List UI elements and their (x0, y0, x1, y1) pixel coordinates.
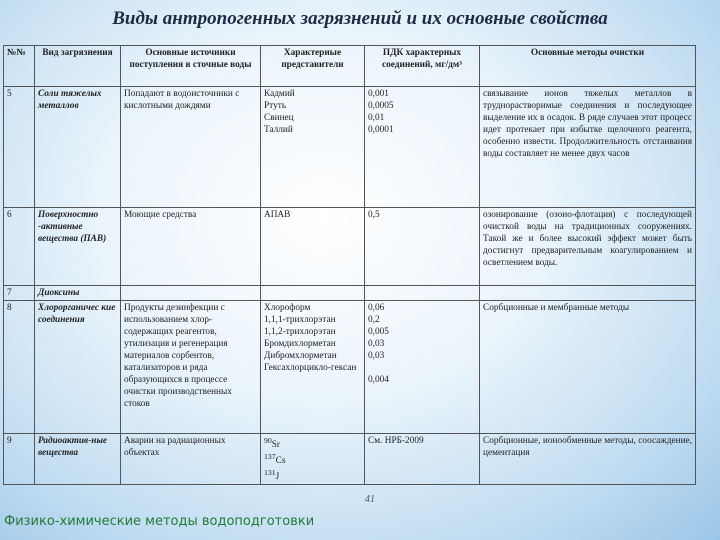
header-representatives: Характерные представители (261, 46, 365, 87)
header-num: №№ (4, 46, 35, 87)
cell-num: 9 (4, 434, 35, 485)
page-title: Виды антропогенных загрязнений и их основные свойства (112, 8, 608, 29)
cell-representatives (261, 286, 365, 301)
cell-num: 6 (4, 208, 35, 286)
table-row (4, 301, 696, 434)
cell-methods: озонирование (озоно-флотация) с последующей очисткой воды на традиционных сооружениях. Такой же и более высокий эффект может быть достигнут предварительным коагулированием и осветлением воды. (480, 208, 696, 286)
footer-caption: Физико-химические методы водоподготовки (4, 514, 315, 529)
header-sources: Основные источники поступления в сточные воды (121, 46, 261, 87)
cell-representatives: Хлороформ 1,1,1-трихлорэтан 1,1,2-трихлорэтан Бромдихлорметан Дибромхлорметан Гексахлорцикло-гексан (261, 301, 365, 434)
cell-sources: Продукты дезинфекции с использованием хлор-содержащих реагентов, утилизация и регенерация материалов сорбентов, катализаторов и ряда образующихся в процессе очистки производственных стоков (121, 301, 261, 434)
cell-type: Радиоактив-ные вещества (35, 434, 121, 485)
isotope-iodine: $^{131}$J (264, 468, 280, 483)
cell-mpc: 0,06 0,2 0,005 0,03 0,03 0,004 (365, 301, 480, 434)
cell-representatives: Кадмий Ртуть Свинец Таллий (261, 87, 365, 208)
cell-mpc: 0,001 0,0005 0,01 0,0001 (365, 87, 480, 208)
cell-methods: Сорбционные, ионообменные методы, соосаждение, цементация (480, 434, 696, 485)
cell-methods: связывание ионов тяжелых металлов в труднорастворимые соединения и последующее выделение их в осадок. В ряде случаев этот процесс идет протекает при избытке щелочного реагента, особенно извести. Продолжительность отстаивания воды составляет не менее двух часов (480, 87, 696, 208)
table-row (4, 208, 696, 286)
header-type: Вид загрязнения (35, 46, 121, 87)
cell-type: Поверхностно -активные вещества (ПАВ) (35, 208, 121, 286)
cell-representatives: АПАВ (261, 208, 365, 286)
cell-sources: Попадают в водоисточники с кислотными дождями (121, 87, 261, 208)
isotope-strontium: $^{90}$Sr (264, 436, 281, 451)
header-mpc: ПДК характерных соединений, мг/дм³ (365, 46, 480, 87)
cell-mpc: 0,5 (365, 208, 480, 286)
cell-type: Соли тяжелых металлов (35, 87, 121, 208)
cell-num: 7 (4, 286, 35, 301)
cell-num: 5 (4, 87, 35, 208)
table-header-row (4, 46, 696, 87)
isotope-cesium: $^{137}$Cs (264, 452, 286, 467)
cell-type: Диоксины (35, 286, 121, 301)
cell-methods (480, 286, 696, 301)
cell-mpc: См. НРБ-2009 (365, 434, 480, 485)
table-row (4, 434, 696, 485)
cell-sources (121, 286, 261, 301)
pollution-table (3, 45, 696, 485)
cell-representatives (261, 434, 365, 485)
header-methods: Основные методы очистки (480, 46, 696, 87)
cell-mpc (365, 286, 480, 301)
cell-sources: Аварии на радиационных объектах (121, 434, 261, 485)
cell-methods: Сорбционные и мембранные методы (480, 301, 696, 434)
table-row (4, 286, 696, 301)
cell-sources: Моющие средства (121, 208, 261, 286)
cell-type: Хлорорганичес кие соединения (35, 301, 121, 434)
cell-num: 8 (4, 301, 35, 434)
table-row (4, 87, 696, 208)
page-number: 41 (365, 494, 375, 505)
